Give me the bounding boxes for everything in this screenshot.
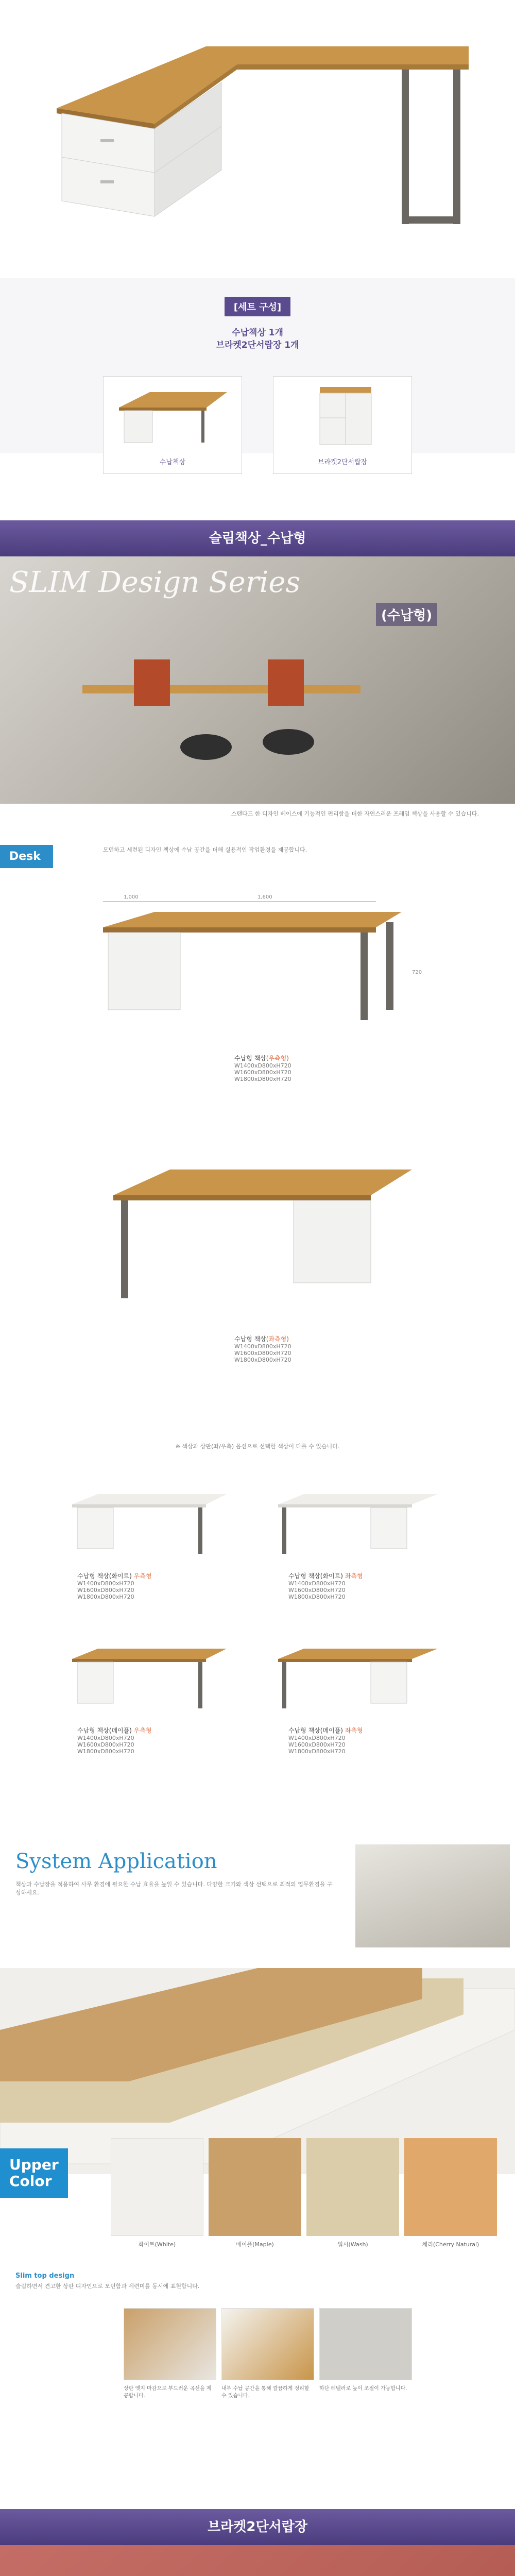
hero-desk-illustration: [0, 0, 515, 242]
set-item-cabinet: [273, 376, 412, 474]
variant-2-line-0: W1400xD800xH720: [77, 1735, 134, 1741]
detail-text-3: 하단 레벨러로 높이 조절이 가능합니다.: [319, 2386, 407, 2392]
set-line-2: 브라켓2단서랍장 1개: [216, 340, 299, 350]
variant-3-spec: [288, 1726, 363, 1755]
detail-image-3: [319, 2308, 412, 2380]
variant-2-spec: [77, 1726, 152, 1755]
set-item-cabinet-label: 브라켓2단서랍장: [317, 459, 368, 466]
swatch-1-1-label: 메이플(Maple): [236, 2241, 274, 2248]
set-item-desk: [103, 376, 242, 474]
variant-0-accent: 우측형: [133, 1572, 152, 1580]
variant-3-name: 수납형 책상(메이플): [288, 1727, 343, 1734]
variant-1-drawing: [278, 1494, 438, 1554]
desk-spec-right-line-0: W1400xD800xH720: [234, 1062, 291, 1069]
desk-note: ※ 색상과 상판(좌/우측) 옵션으로 선택한 색상이 다를 수 있습니다.: [175, 1443, 340, 1450]
detail-image-1: [124, 2308, 216, 2380]
variant-3-line-2: W1800xD800xH720: [288, 1748, 346, 1755]
upper-color-label-1: [0, 2148, 68, 2198]
desk-drawing-right: [0, 891, 515, 1046]
system-app-desc: 책상과 수납장을 적용하여 사무 환경에 필요한 수납 효율을 높일 수 있습니다. 다양한 크기와 색상 선택으로 최적의 업무환경을 구성하세요.: [15, 1881, 333, 1896]
variant-2-accent: 우측형: [133, 1727, 152, 1734]
bracket-scene: [0, 2545, 515, 2576]
variant-1-line-0: W1400xD800xH720: [288, 1580, 346, 1587]
hero-section: [0, 0, 515, 242]
swatch-1-0-label: 화이트(White): [138, 2241, 176, 2248]
swatch-1-1: [209, 2138, 301, 2236]
slim-office-photo: [0, 556, 515, 804]
detail-header-1-desc: 슬림하면서 견고한 상판 디자인으로 모던함과 세련미를 동시에 표현합니다.: [15, 2283, 200, 2290]
desk-spec-left: [234, 1334, 291, 1363]
desk-thumbnail: [104, 377, 243, 454]
variant-0-spec: [77, 1571, 152, 1600]
variant-3-line-0: W1400xD800xH720: [288, 1735, 346, 1741]
desk-tab-desc: 모던하고 세련된 디자인 책상에 수납 공간을 더해 실용적인 작업환경을 제공합니다.: [103, 846, 307, 853]
variant-0-drawing: [72, 1494, 227, 1554]
variant-1-line-1: W1600xD800xH720: [288, 1587, 346, 1594]
upper-color-1-line2: Color: [9, 2173, 52, 2190]
swatch-1-3: [404, 2138, 497, 2236]
desk-spec-left-line-2: W1800xD800xH720: [234, 1357, 291, 1363]
bracket-office-photo: [0, 2545, 515, 2576]
office-scene: [0, 556, 515, 804]
variant-1-spec: [288, 1571, 363, 1600]
variant-0-line-1: W1600xD800xH720: [77, 1587, 134, 1594]
set-composition-section: [0, 278, 515, 453]
variant-0-line-0: W1400xD800xH720: [77, 1580, 134, 1587]
dim-left: 1,000: [124, 894, 139, 900]
set-line-1: 수납책상 1개: [232, 328, 283, 338]
desk-spec-left-accent: (좌측형): [266, 1335, 289, 1343]
system-app-title: System Application: [15, 1850, 217, 1873]
cabinet-thumbnail: [273, 377, 413, 454]
desk-spec-right-name: 수납형 책상: [234, 1055, 266, 1062]
variant-2-line-1: W1600xD800xH720: [77, 1741, 134, 1748]
system-app-photo: [355, 1844, 510, 1947]
variant-3-drawing: [278, 1649, 438, 1708]
dim-height: 720: [412, 970, 422, 975]
variant-3-accent: 좌측형: [345, 1727, 363, 1734]
desk-spec-left-line-0: W1400xD800xH720: [234, 1343, 291, 1350]
slim-photo-caption: 스탠다드 한 디자인 베이스에 기능적인 편리함을 더한 자연스러운 프레임 책상을 사용할 수 있습니다.: [231, 810, 479, 817]
swatch-1-2: [306, 2138, 399, 2236]
variant-0-name: 수납형 책상(화이트): [77, 1572, 132, 1580]
desk-spec-right-line-2: W1800xD800xH720: [234, 1076, 291, 1082]
desk-spec-left-name: 수납형 책상: [234, 1335, 266, 1343]
slim-photo-sub: (수납형): [376, 603, 437, 626]
detail-text-2: 내부 수납 공간을 통해 깔끔하게 정리할 수 있습니다.: [221, 2386, 310, 2399]
desk-spec-left-line-1: W1600xD800xH720: [234, 1350, 291, 1357]
swatch-1-3-label: 체리(Cherry Natural): [422, 2241, 479, 2248]
desk-spec-right-accent: (우측형): [266, 1055, 289, 1062]
variant-0-line-2: W1800xD800xH720: [77, 1594, 134, 1600]
swatch-1-2-label: 워시(Wash): [337, 2241, 368, 2248]
slim-heading: 슬림책상_수납형: [0, 520, 515, 556]
variant-2-drawing: [72, 1649, 227, 1708]
desk-drawing-left: [0, 1149, 515, 1319]
detail-image-2: [221, 2308, 314, 2380]
dim-right: 1,600: [258, 894, 272, 900]
variant-1-accent: 좌측형: [345, 1572, 363, 1580]
variant-2-name: 수납형 책상(메이플): [77, 1727, 132, 1734]
slim-photo-title: SLIM Design Series: [9, 566, 301, 599]
bracket-heading: 브라켓2단서랍장: [0, 2509, 515, 2545]
upper-color-1-line1: Upper: [9, 2156, 59, 2173]
detail-header-1: Slim top design: [15, 2272, 75, 2280]
desk-spec-right: [234, 1054, 291, 1082]
desk-spec-right-line-1: W1600xD800xH720: [234, 1069, 291, 1076]
set-label: [세트 구성]: [225, 297, 290, 316]
variant-1-name: 수납형 책상(화이트): [288, 1572, 343, 1580]
variant-3-line-1: W1600xD800xH720: [288, 1741, 346, 1748]
desk-tab: Desk: [0, 845, 53, 868]
detail-text-1: 상판 엣지 마감으로 부드러운 곡선을 제공합니다.: [124, 2386, 212, 2399]
swatch-1-0: [111, 2138, 203, 2236]
set-item-desk-label: 수납책상: [159, 459, 186, 466]
variant-1-line-2: W1800xD800xH720: [288, 1594, 346, 1600]
variant-2-line-2: W1800xD800xH720: [77, 1748, 134, 1755]
